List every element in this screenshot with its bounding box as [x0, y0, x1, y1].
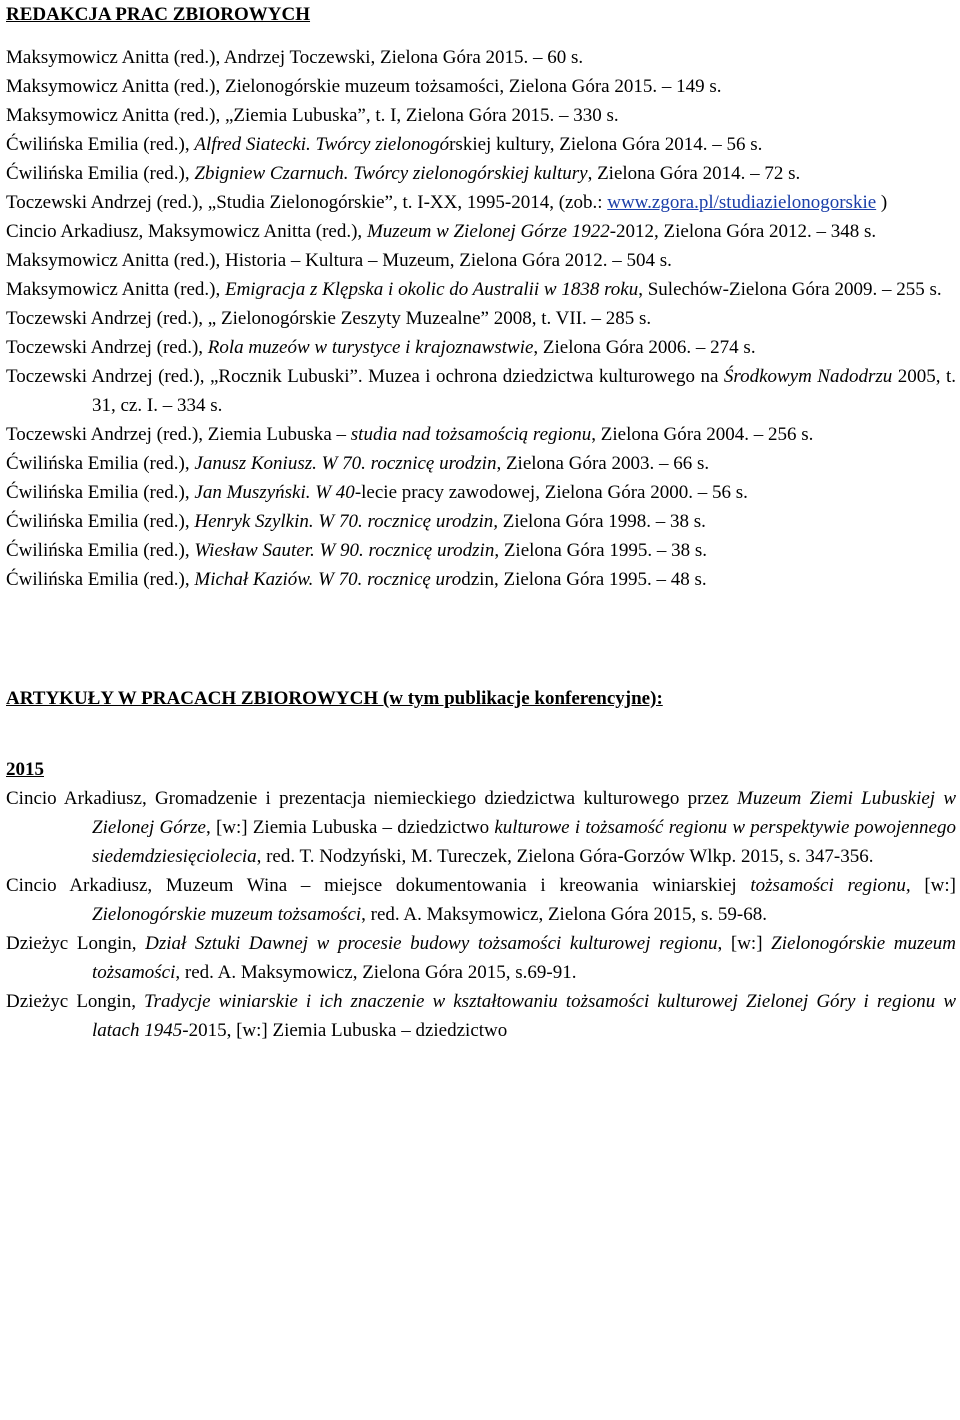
entry-title-italic: Alfred Siatecki. Twórcy zielonogó [194, 134, 450, 155]
bibliography-entry [6, 72, 956, 101]
edited-collections-list [6, 43, 956, 594]
entry-text: Ćwilińska Emilia (red.), [6, 569, 195, 590]
bibliography-entry [6, 784, 956, 871]
entry-text: dzin, Zielona Góra 1995. – 48 s. [461, 569, 707, 590]
bibliography-entry [6, 130, 956, 159]
entry-text: Toczewski Andrzej (red.), „Rocznik Lubuski”. Muzea i ochrona dziedzictwa kulturowego na [6, 366, 724, 387]
entry-text: Ćwilińska Emilia (red.), [6, 134, 195, 155]
bibliography-entry [6, 478, 956, 507]
entry-text: Maksymowicz Anitta (red.), [6, 279, 225, 300]
bibliography-entry [6, 333, 956, 362]
bibliography-entry [6, 101, 956, 130]
entry-text: , Sulechów-Zielona Góra 2009. – 255 s. [638, 279, 942, 300]
entry-text: -2012, Zielona Góra 2012. – 348 s. [609, 221, 877, 242]
entry-title-italic: Dział Sztuki Dawnej w procesie budowy tożsamości kulturowej regionu [145, 933, 718, 954]
entry-text: Zielona Góra 1998. – 38 s. [497, 511, 706, 532]
entry-title-italic: studia nad tożsamością regionu [350, 424, 592, 445]
bibliography-entry [6, 217, 956, 246]
bibliography-entry [6, 275, 956, 304]
entry-title-italic: Środkowym Nadodrzu [723, 366, 893, 387]
entry-text: Ćwilińska Emilia (red.), [6, 511, 195, 532]
entry-text: Toczewski Andrzej (red.), [6, 337, 208, 358]
entry-text: Cincio Arkadiusz, Muzeum Wina – miejsce dokumentowania i kreowania winiarskiej [6, 875, 751, 896]
bibliography-entry [6, 449, 956, 478]
entry-title-italic: Zbigniew Czarnuch. Twórcy zielonogórskiej kultury [194, 163, 588, 184]
bibliography-entry [6, 507, 956, 536]
entry-text: , [w:] [717, 933, 772, 954]
bibliography-entry [6, 188, 956, 217]
entry-text: -2015, [w:] Ziemia Lubuska – dziedzictwo [182, 1020, 508, 1041]
year-heading: 2015 [6, 759, 44, 780]
entry-text: 2005, t. 31, cz. I. – 334 s. [92, 366, 956, 416]
entry-title-italic: Zielonogórskie muzeum tożsamości [92, 904, 362, 925]
entry-title-italic: Muzeum Ziemi Lubuskiej w Zielonej Górze [92, 788, 956, 838]
entry-text: , red. T. Nodzyński, M. Tureczek, Zielona Góra-Gorzów Wlkp. 2015, s. 347-356. [256, 846, 874, 867]
bibliography-entry [6, 536, 956, 565]
entry-title-italic: Jan Muszyński. W 40 [194, 482, 355, 503]
entry-title-italic: Henryk Szylkin. W 70. rocznicę urodzin, [194, 511, 498, 532]
entry-text: , red. A. Maksymowicz, Zielona Góra 2015, s.69-91. [175, 962, 577, 983]
entry-text: Ćwilińska Emilia (red.), [6, 540, 195, 561]
entry-title-italic: Tradycje winiarskie i ich znaczenie w kształtowaniu tożsamości kulturowej Zielonej Góry i regionu w latach 1945 [92, 991, 956, 1041]
entry-title-italic: Janusz Koniusz. W 70. rocznicę urodzin [194, 453, 497, 474]
entry-text: , Zielona Góra 2014. – 72 s. [587, 163, 801, 184]
entry-text: , Zielona Góra 2004. – 256 s. [591, 424, 814, 445]
entry-text: , [w:] Ziemia Lubuska – dziedzictwo [205, 817, 495, 838]
entry-text: Dzieżyc Longin, [6, 933, 146, 954]
bibliography-entry [6, 159, 956, 188]
entry-text: Ćwilińska Emilia (red.), [6, 482, 195, 503]
section-heading-articles: ARTYKUŁY W PRACACH ZBIOROWYCH (w tym publikacje konferencyjne): [6, 688, 663, 709]
entry-text: Cincio Arkadiusz, Maksymowicz Anitta (red.), [6, 221, 367, 242]
bibliography-entry [6, 565, 956, 594]
bibliography-entry [6, 871, 956, 929]
entry-text: , Zielona Góra 2003. – 66 s. [496, 453, 710, 474]
entry-text: Ćwilińska Emilia (red.), [6, 163, 195, 184]
entry-text: Ćwilińska Emilia (red.), [6, 453, 195, 474]
entry-title-italic: 1922 [566, 221, 610, 242]
entry-title-italic: Michał Kaziów. W 70. rocznicę uro [194, 569, 462, 590]
entry-text: , red. A. Maksymowicz, Zielona Góra 2015, s. 59-68. [361, 904, 767, 925]
bibliography-entry [6, 987, 956, 1045]
bibliography-entry [6, 304, 956, 333]
entry-text: [w:] [910, 875, 957, 896]
entry-title-italic: Muzeum w Zielonej Górze [366, 221, 567, 242]
bibliography-entry [6, 246, 956, 275]
entry-text: Cincio Arkadiusz, Gromadzenie i prezentacja niemieckiego dziedzictwa kulturowego przez [6, 788, 738, 809]
section-heading-edited-collections: REDAKCJA PRAC ZBIOROWYCH [6, 4, 311, 25]
entry-title-italic: tożsamości regionu, [750, 875, 911, 896]
website-link[interactable]: www.zgora.pl/studiazielonogorskie [607, 192, 877, 213]
entry-text: Maksymowicz Anitta (red.), Andrzej Toczewski, Zielona Góra 2015. – 60 s. [6, 47, 584, 68]
entry-title-italic: kulturowe i tożsamość regionu w perspektywie powojennego siedemdziesięciolecia [92, 817, 956, 867]
entry-title-italic: Zielonogórskie muzeum tożsamości [92, 933, 957, 983]
entry-text: ) [876, 192, 888, 213]
entry-text: Maksymowicz Anitta (red.), „Ziemia Lubuska”, t. I, Zielona Góra 2015. – 330 s. [6, 105, 619, 126]
bibliography-entry [6, 929, 956, 987]
bibliography-entry [6, 43, 956, 72]
entry-text: Toczewski Andrzej (red.), Ziemia Lubuska – [6, 424, 351, 445]
entry-text: Toczewski Andrzej (red.), „Studia Zielonogórskie”, t. I-XX, 1995-2014, (zob.: [6, 192, 608, 213]
entry-text: Dzieżyc Longin, [6, 991, 145, 1012]
entry-text: , Zielona Góra 2006. – 274 s. [533, 337, 756, 358]
entry-text: rskiej kultury, Zielona Góra 2014. – 56 s. [449, 134, 763, 155]
articles-list [6, 784, 956, 1045]
entry-title-italic: Rola muzeów w turystyce i krajoznawstwie [207, 337, 534, 358]
entry-text: -lecie pracy zawodowej, Zielona Góra 2000. – 56 s. [354, 482, 748, 503]
entry-text: Toczewski Andrzej (red.), „ Zielonogórskie Zeszyty Muzealne” 2008, t. VII. – 285 s. [6, 308, 652, 329]
entry-text: Maksymowicz Anitta (red.), Zielonogórskie muzeum tożsamości, Zielona Góra 2015. – 149 s. [6, 76, 722, 97]
bibliography-entry [6, 420, 956, 449]
entry-title-italic: Wiesław Sauter. W 90. rocznicę urodzin [194, 540, 495, 561]
bibliography-entry [6, 362, 956, 420]
entry-text: , Zielona Góra 1995. – 38 s. [494, 540, 707, 561]
entry-title-italic: Emigracja z Klępska i okolic do Australii w 1838 roku [224, 279, 639, 300]
entry-text: Maksymowicz Anitta (red.), Historia – Kultura – Muzeum, Zielona Góra 2012. – 504 s. [6, 250, 672, 271]
